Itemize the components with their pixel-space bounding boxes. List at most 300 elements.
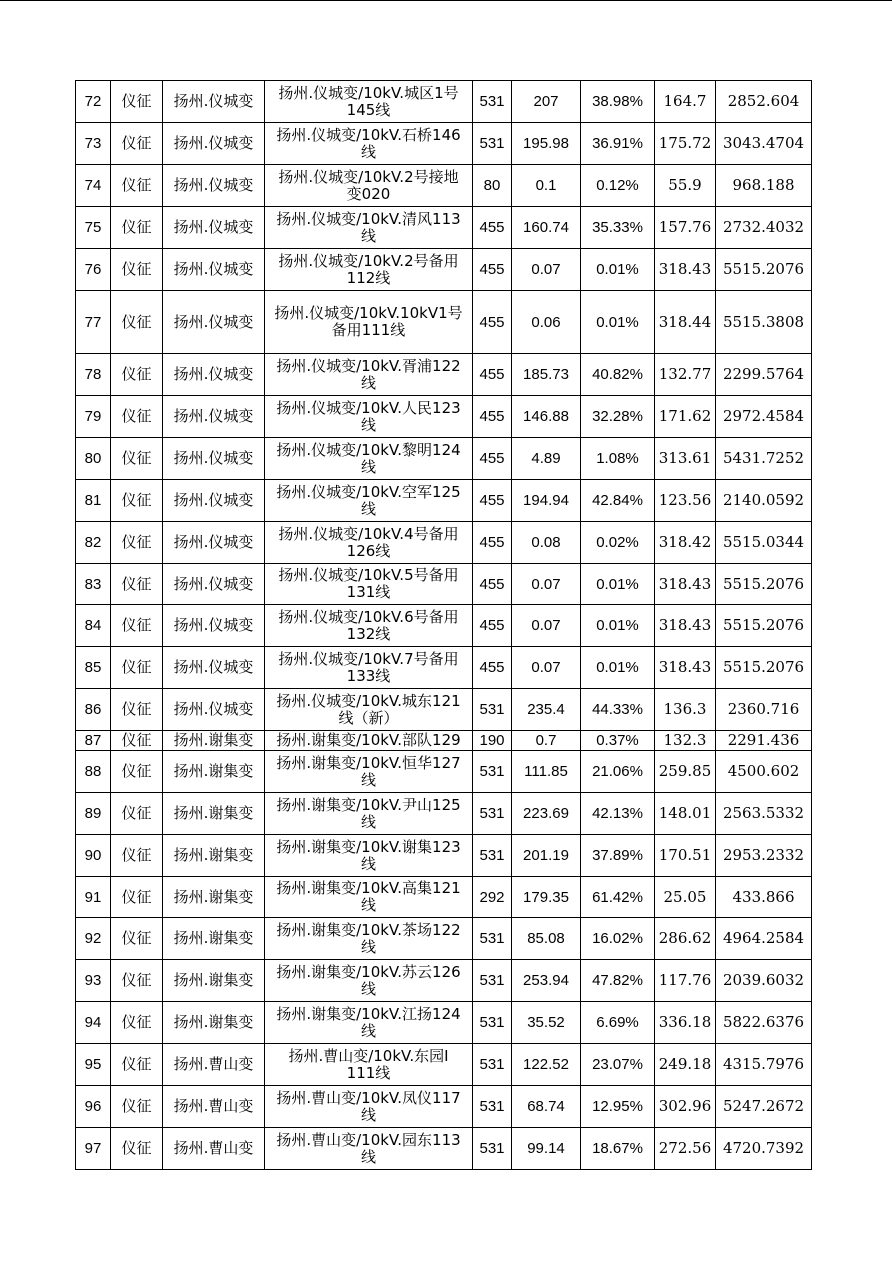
load-rate-cell: 32.28% <box>581 396 655 438</box>
line-name-cell <box>265 123 473 165</box>
line-name-cell <box>265 480 473 522</box>
margin-capacity-cell: 2732.4032 <box>716 207 812 249</box>
line-name-cell <box>265 291 473 354</box>
capacity-cell: 455 <box>473 605 512 647</box>
line-name-text: 扬州.谢集变/10kV.苏云126 <box>276 962 461 981</box>
current-load-cell: 85.08 <box>512 918 581 960</box>
margin-capacity-cell: 5515.0344 <box>716 522 812 564</box>
county-cell: 仪征 <box>111 207 163 249</box>
margin-current-cell: 318.44 <box>655 291 716 354</box>
current-load-cell: 179.35 <box>512 877 581 918</box>
table-row <box>76 960 812 1002</box>
line-name-cell <box>265 1128 473 1170</box>
line-name-text: 扬州.仪城变/10kV.城区1号 <box>278 83 459 102</box>
county-cell: 仪征 <box>111 123 163 165</box>
line-name-text: 线 <box>360 226 376 245</box>
substation-cell: 扬州.谢集变 <box>163 877 265 918</box>
county-cell: 仪征 <box>111 1086 163 1128</box>
line-name-text: 扬州.谢集变/10kV.部队129 <box>276 731 461 749</box>
substation-cell: 扬州.仪城变 <box>163 249 265 291</box>
line-name-text: 扬州.谢集变/10kV.江扬124 <box>276 1004 461 1023</box>
line-name-text: 线 <box>360 142 376 161</box>
line-name-text: 备用111线 <box>331 321 406 339</box>
line-name-cell <box>265 81 473 123</box>
margin-current-cell: 25.05 <box>655 877 716 918</box>
county-cell: 仪征 <box>111 522 163 564</box>
row-number-cell: 81 <box>76 480 111 522</box>
substation-cell: 扬州.仪城变 <box>163 81 265 123</box>
line-name-text: 线 <box>360 770 376 789</box>
line-name-cell <box>265 354 473 396</box>
line-name-text: 线 <box>360 896 376 914</box>
load-rate-cell: 35.33% <box>581 207 655 249</box>
margin-capacity-cell: 2972.4584 <box>716 396 812 438</box>
line-name-cell <box>265 207 473 249</box>
load-rate-cell: 37.89% <box>581 835 655 877</box>
line-load-table <box>75 80 812 1170</box>
load-rate-cell: 16.02% <box>581 918 655 960</box>
margin-capacity-cell: 5515.2076 <box>716 564 812 605</box>
row-number-cell: 72 <box>76 81 111 123</box>
line-name-cell <box>265 751 473 793</box>
table-row <box>76 1002 812 1044</box>
line-name-cell <box>265 249 473 291</box>
margin-capacity-cell: 4720.7392 <box>716 1128 812 1170</box>
line-name-text: 线 <box>360 1147 376 1166</box>
margin-capacity-cell: 5515.2076 <box>716 647 812 689</box>
line-name-text: 线 <box>360 1105 376 1124</box>
load-rate-cell: 18.67% <box>581 1128 655 1170</box>
substation-cell: 扬州.仪城变 <box>163 605 265 647</box>
margin-capacity-cell: 2953.2332 <box>716 835 812 877</box>
margin-capacity-cell: 4500.602 <box>716 751 812 793</box>
row-number-cell: 78 <box>76 354 111 396</box>
margin-current-cell: 249.18 <box>655 1044 716 1086</box>
current-load-cell: 0.06 <box>512 291 581 354</box>
county-cell: 仪征 <box>111 249 163 291</box>
current-load-cell: 0.07 <box>512 605 581 647</box>
load-rate-cell: 0.01% <box>581 291 655 354</box>
table-row <box>76 291 812 354</box>
margin-current-cell: 175.72 <box>655 123 716 165</box>
county-cell: 仪征 <box>111 605 163 647</box>
table-row <box>76 793 812 835</box>
substation-cell: 扬州.谢集变 <box>163 751 265 793</box>
load-rate-cell: 40.82% <box>581 354 655 396</box>
margin-current-cell: 318.43 <box>655 249 716 291</box>
row-number-cell: 77 <box>76 291 111 354</box>
line-name-text: 111线 <box>346 1063 391 1082</box>
margin-current-cell: 318.43 <box>655 605 716 647</box>
line-name-cell <box>265 647 473 689</box>
row-number-cell: 83 <box>76 564 111 605</box>
load-rate-cell: 0.37% <box>581 731 655 751</box>
current-load-cell: 201.19 <box>512 835 581 877</box>
load-rate-cell: 21.06% <box>581 751 655 793</box>
table-row <box>76 396 812 438</box>
table-row <box>76 522 812 564</box>
line-name-text: 扬州.仪城变/10kV.黎明124 <box>276 440 461 459</box>
county-cell: 仪征 <box>111 438 163 480</box>
capacity-cell: 531 <box>473 1086 512 1128</box>
current-load-cell: 122.52 <box>512 1044 581 1086</box>
margin-capacity-cell: 5822.6376 <box>716 1002 812 1044</box>
line-name-text: 扬州.仪城变/10kV.石桥146 <box>276 125 461 144</box>
substation-cell: 扬州.仪城变 <box>163 123 265 165</box>
current-load-cell: 235.4 <box>512 689 581 731</box>
line-name-cell <box>265 835 473 877</box>
line-name-cell <box>265 522 473 564</box>
line-name-text: 133线 <box>346 666 391 685</box>
current-load-cell: 223.69 <box>512 793 581 835</box>
load-rate-cell: 0.01% <box>581 249 655 291</box>
table-row <box>76 438 812 480</box>
line-name-text: 131线 <box>346 583 391 601</box>
capacity-cell: 455 <box>473 354 512 396</box>
capacity-cell: 455 <box>473 647 512 689</box>
capacity-cell: 455 <box>473 291 512 354</box>
capacity-cell: 292 <box>473 877 512 918</box>
line-name-text: 扬州.曹山变/10kV.东园Ⅰ <box>288 1046 449 1065</box>
margin-current-cell: 164.7 <box>655 81 716 123</box>
margin-capacity-cell: 5515.2076 <box>716 249 812 291</box>
load-rate-cell: 42.84% <box>581 480 655 522</box>
substation-cell: 扬州.曹山变 <box>163 1128 265 1170</box>
load-rate-cell: 47.82% <box>581 960 655 1002</box>
line-name-cell <box>265 438 473 480</box>
substation-cell: 扬州.谢集变 <box>163 960 265 1002</box>
table-row <box>76 354 812 396</box>
current-load-cell: 195.98 <box>512 123 581 165</box>
county-cell: 仪征 <box>111 396 163 438</box>
line-name-cell <box>265 918 473 960</box>
margin-current-cell: 170.51 <box>655 835 716 877</box>
capacity-cell: 80 <box>473 165 512 207</box>
capacity-cell: 531 <box>473 689 512 731</box>
line-name-text: 扬州.仪城变/10kV.城东121 <box>276 691 461 710</box>
row-number-cell: 94 <box>76 1002 111 1044</box>
capacity-cell: 455 <box>473 522 512 564</box>
table-body <box>76 81 812 1170</box>
margin-current-cell: 259.85 <box>655 751 716 793</box>
capacity-cell: 531 <box>473 751 512 793</box>
current-load-cell: 0.1 <box>512 165 581 207</box>
line-name-text: 线 <box>360 937 376 956</box>
margin-capacity-cell: 4315.7976 <box>716 1044 812 1086</box>
load-rate-cell: 0.12% <box>581 165 655 207</box>
substation-cell: 扬州.仪城变 <box>163 689 265 731</box>
line-name-text: 扬州.仪城变/10kV.10kV1号 <box>274 304 463 322</box>
row-number-cell: 93 <box>76 960 111 1002</box>
line-name-text: 线（新） <box>338 708 399 727</box>
table-row <box>76 81 812 123</box>
substation-cell: 扬州.仪城变 <box>163 291 265 354</box>
load-rate-cell: 0.01% <box>581 564 655 605</box>
line-name-cell <box>265 731 473 751</box>
margin-current-cell: 318.43 <box>655 564 716 605</box>
page-top-rule <box>0 0 892 1</box>
margin-current-cell: 313.61 <box>655 438 716 480</box>
load-rate-cell: 61.42% <box>581 877 655 918</box>
line-name-cell <box>265 1086 473 1128</box>
line-name-text: 线 <box>360 812 376 831</box>
capacity-cell: 455 <box>473 249 512 291</box>
line-name-text: 扬州.仪城变/10kV.2号接地 <box>278 167 459 186</box>
line-name-text: 扬州.仪城变/10kV.人民123 <box>276 398 461 417</box>
capacity-cell: 531 <box>473 918 512 960</box>
table-row <box>76 564 812 605</box>
line-name-text: 扬州.仪城变/10kV.清风113 <box>276 209 461 228</box>
capacity-cell: 455 <box>473 207 512 249</box>
substation-cell: 扬州.谢集变 <box>163 918 265 960</box>
substation-cell: 扬州.谢集变 <box>163 835 265 877</box>
row-number-cell: 89 <box>76 793 111 835</box>
capacity-cell: 531 <box>473 1128 512 1170</box>
margin-capacity-cell: 2360.716 <box>716 689 812 731</box>
substation-cell: 扬州.谢集变 <box>163 793 265 835</box>
line-name-text: 线 <box>360 979 376 998</box>
table-row <box>76 1128 812 1170</box>
table-row <box>76 605 812 647</box>
margin-capacity-cell: 2039.6032 <box>716 960 812 1002</box>
table-row <box>76 835 812 877</box>
margin-capacity-cell: 433.866 <box>716 877 812 918</box>
margin-current-cell: 55.9 <box>655 165 716 207</box>
row-number-cell: 87 <box>76 731 111 751</box>
substation-cell: 扬州.谢集变 <box>163 731 265 751</box>
table-row <box>76 877 812 918</box>
row-number-cell: 74 <box>76 165 111 207</box>
county-cell: 仪征 <box>111 354 163 396</box>
current-load-cell: 68.74 <box>512 1086 581 1128</box>
table-row <box>76 480 812 522</box>
substation-cell: 扬州.谢集变 <box>163 1002 265 1044</box>
load-rate-cell: 0.01% <box>581 605 655 647</box>
current-load-cell: 4.89 <box>512 438 581 480</box>
county-cell: 仪征 <box>111 1002 163 1044</box>
line-name-text: 112线 <box>346 268 391 287</box>
load-rate-cell: 0.02% <box>581 522 655 564</box>
load-rate-cell: 23.07% <box>581 1044 655 1086</box>
row-number-cell: 80 <box>76 438 111 480</box>
row-number-cell: 82 <box>76 522 111 564</box>
substation-cell: 扬州.曹山变 <box>163 1086 265 1128</box>
county-cell: 仪征 <box>111 877 163 918</box>
margin-capacity-cell: 5515.3808 <box>716 291 812 354</box>
line-name-text: 扬州.谢集变/10kV.高集121 <box>276 879 461 897</box>
capacity-cell: 531 <box>473 81 512 123</box>
line-name-text: 132线 <box>346 624 391 643</box>
substation-cell: 扬州.曹山变 <box>163 1044 265 1086</box>
county-cell: 仪征 <box>111 960 163 1002</box>
county-cell: 仪征 <box>111 480 163 522</box>
current-load-cell: 0.08 <box>512 522 581 564</box>
line-name-text: 扬州.谢集变/10kV.恒华127 <box>276 753 461 772</box>
current-load-cell: 0.07 <box>512 249 581 291</box>
margin-current-cell: 157.76 <box>655 207 716 249</box>
substation-cell: 扬州.仪城变 <box>163 396 265 438</box>
table-row <box>76 207 812 249</box>
margin-capacity-cell: 4964.2584 <box>716 918 812 960</box>
table-row <box>76 751 812 793</box>
table-row <box>76 731 812 751</box>
margin-current-cell: 136.3 <box>655 689 716 731</box>
county-cell: 仪征 <box>111 918 163 960</box>
line-name-cell <box>265 793 473 835</box>
load-rate-cell: 6.69% <box>581 1002 655 1044</box>
row-number-cell: 79 <box>76 396 111 438</box>
capacity-cell: 455 <box>473 480 512 522</box>
margin-capacity-cell: 5515.2076 <box>716 605 812 647</box>
margin-current-cell: 132.3 <box>655 731 716 751</box>
row-number-cell: 96 <box>76 1086 111 1128</box>
line-name-text: 扬州.曹山变/10kV.园东113 <box>276 1130 461 1149</box>
row-number-cell: 75 <box>76 207 111 249</box>
line-name-text: 扬州.谢集变/10kV.茶场122 <box>276 920 461 939</box>
load-rate-cell: 0.01% <box>581 647 655 689</box>
load-rate-cell: 44.33% <box>581 689 655 731</box>
county-cell: 仪征 <box>111 1128 163 1170</box>
current-load-cell: 146.88 <box>512 396 581 438</box>
current-load-cell: 0.7 <box>512 731 581 751</box>
substation-cell: 扬州.仪城变 <box>163 480 265 522</box>
current-load-cell: 99.14 <box>512 1128 581 1170</box>
current-load-cell: 194.94 <box>512 480 581 522</box>
substation-cell: 扬州.仪城变 <box>163 438 265 480</box>
margin-capacity-cell: 2299.5764 <box>716 354 812 396</box>
row-number-cell: 85 <box>76 647 111 689</box>
line-name-text: 变020 <box>346 184 391 203</box>
table-row <box>76 1044 812 1086</box>
county-cell: 仪征 <box>111 291 163 354</box>
row-number-cell: 86 <box>76 689 111 731</box>
line-name-text: 145线 <box>346 100 391 119</box>
margin-capacity-cell: 5431.7252 <box>716 438 812 480</box>
line-name-cell <box>265 1044 473 1086</box>
county-cell: 仪征 <box>111 689 163 731</box>
line-name-text: 扬州.谢集变/10kV.尹山125 <box>276 795 461 814</box>
line-name-cell <box>265 605 473 647</box>
substation-cell: 扬州.仪城变 <box>163 564 265 605</box>
table-row <box>76 1086 812 1128</box>
margin-current-cell: 272.56 <box>655 1128 716 1170</box>
margin-capacity-cell: 3043.4704 <box>716 123 812 165</box>
substation-cell: 扬州.仪城变 <box>163 354 265 396</box>
county-cell: 仪征 <box>111 731 163 751</box>
line-name-text: 线 <box>360 499 376 518</box>
margin-current-cell: 318.42 <box>655 522 716 564</box>
row-number-cell: 73 <box>76 123 111 165</box>
table-row <box>76 689 812 731</box>
row-number-cell: 88 <box>76 751 111 793</box>
current-load-cell: 111.85 <box>512 751 581 793</box>
line-name-cell <box>265 689 473 731</box>
capacity-cell: 455 <box>473 564 512 605</box>
load-rate-cell: 38.98% <box>581 81 655 123</box>
margin-current-cell: 123.56 <box>655 480 716 522</box>
line-name-cell <box>265 396 473 438</box>
current-load-cell: 160.74 <box>512 207 581 249</box>
line-name-text: 扬州.仪城变/10kV.空军125 <box>276 482 461 501</box>
current-load-cell: 0.07 <box>512 564 581 605</box>
substation-cell: 扬州.仪城变 <box>163 647 265 689</box>
load-rate-cell: 42.13% <box>581 793 655 835</box>
margin-current-cell: 302.96 <box>655 1086 716 1128</box>
line-name-text: 扬州.仪城变/10kV.7号备用 <box>278 649 459 668</box>
table-row <box>76 249 812 291</box>
load-rate-cell: 12.95% <box>581 1086 655 1128</box>
county-cell: 仪征 <box>111 793 163 835</box>
substation-cell: 扬州.仪城变 <box>163 207 265 249</box>
row-number-cell: 90 <box>76 835 111 877</box>
capacity-cell: 531 <box>473 793 512 835</box>
margin-capacity-cell: 5247.2672 <box>716 1086 812 1128</box>
capacity-cell: 531 <box>473 960 512 1002</box>
table-row <box>76 647 812 689</box>
substation-cell: 扬州.仪城变 <box>163 165 265 207</box>
current-load-cell: 253.94 <box>512 960 581 1002</box>
capacity-cell: 531 <box>473 1002 512 1044</box>
margin-capacity-cell: 2291.436 <box>716 731 812 751</box>
row-number-cell: 84 <box>76 605 111 647</box>
line-name-text: 扬州.仪城变/10kV.2号备用 <box>278 251 459 270</box>
table-row <box>76 165 812 207</box>
capacity-cell: 455 <box>473 438 512 480</box>
row-number-cell: 92 <box>76 918 111 960</box>
margin-capacity-cell: 2563.5332 <box>716 793 812 835</box>
county-cell: 仪征 <box>111 647 163 689</box>
margin-current-cell: 117.76 <box>655 960 716 1002</box>
margin-capacity-cell: 2140.0592 <box>716 480 812 522</box>
margin-capacity-cell: 2852.604 <box>716 81 812 123</box>
table-row <box>76 123 812 165</box>
capacity-cell: 531 <box>473 835 512 877</box>
line-name-text: 扬州.仪城变/10kV.胥浦122 <box>276 356 461 375</box>
county-cell: 仪征 <box>111 1044 163 1086</box>
current-load-cell: 0.07 <box>512 647 581 689</box>
line-name-cell <box>265 960 473 1002</box>
county-cell: 仪征 <box>111 564 163 605</box>
line-name-cell <box>265 165 473 207</box>
table-row <box>76 918 812 960</box>
line-name-text: 线 <box>360 415 376 434</box>
line-name-text: 扬州.曹山变/10kV.凤仪117 <box>276 1088 461 1107</box>
line-name-text: 线 <box>360 457 376 476</box>
line-name-cell <box>265 564 473 605</box>
capacity-cell: 531 <box>473 123 512 165</box>
margin-current-cell: 318.43 <box>655 647 716 689</box>
line-name-text: 扬州.仪城变/10kV.6号备用 <box>278 607 459 626</box>
line-name-text: 线 <box>360 1021 376 1040</box>
current-load-cell: 35.52 <box>512 1002 581 1044</box>
county-cell: 仪征 <box>111 835 163 877</box>
line-name-text: 扬州.仪城变/10kV.5号备用 <box>278 566 459 584</box>
county-cell: 仪征 <box>111 81 163 123</box>
load-rate-cell: 36.91% <box>581 123 655 165</box>
capacity-cell: 455 <box>473 396 512 438</box>
margin-current-cell: 132.77 <box>655 354 716 396</box>
line-name-text: 线 <box>360 373 376 392</box>
margin-current-cell: 148.01 <box>655 793 716 835</box>
line-name-cell <box>265 1002 473 1044</box>
row-number-cell: 95 <box>76 1044 111 1086</box>
row-number-cell: 97 <box>76 1128 111 1170</box>
row-number-cell: 91 <box>76 877 111 918</box>
current-load-cell: 207 <box>512 81 581 123</box>
margin-current-cell: 171.62 <box>655 396 716 438</box>
row-number-cell: 76 <box>76 249 111 291</box>
margin-current-cell: 336.18 <box>655 1002 716 1044</box>
